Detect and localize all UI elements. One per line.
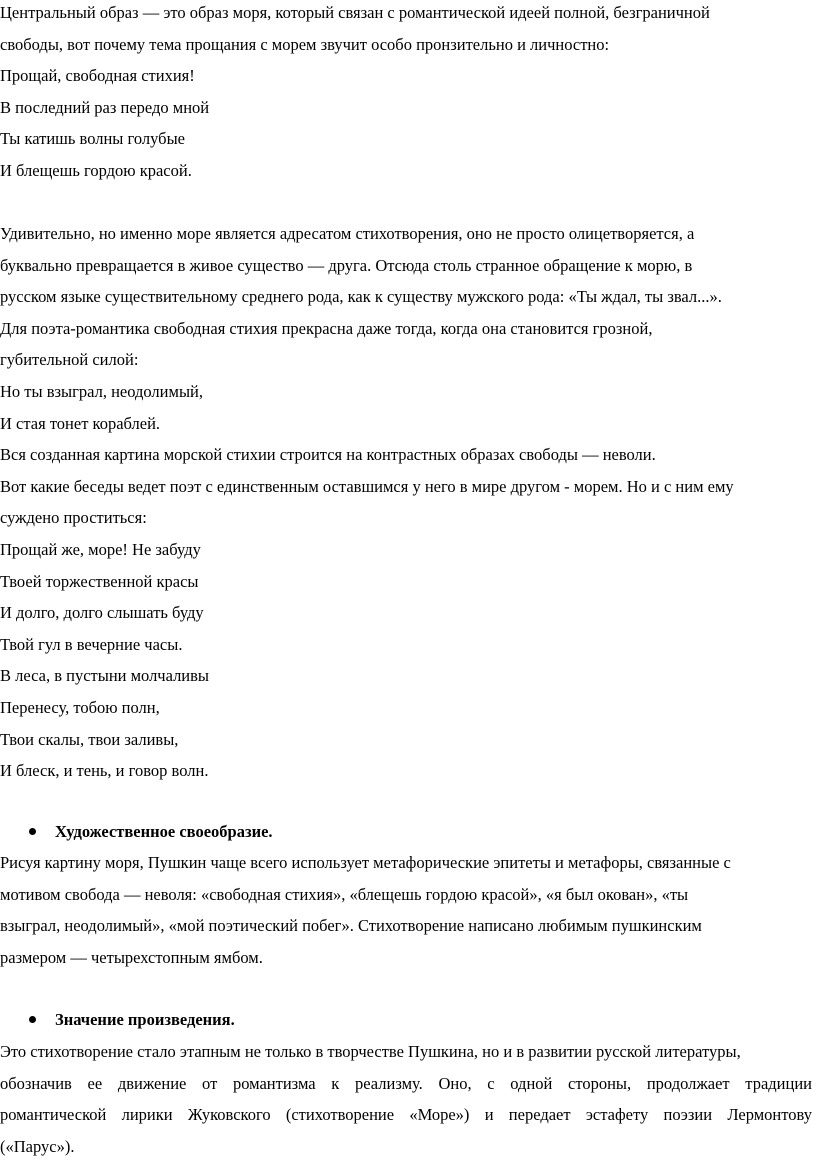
poem-line: И блещешь гордою красой. — [0, 160, 192, 180]
poem-line: Перенесу, тобою полн, — [0, 697, 160, 717]
text-line: Центральный образ — это образ моря, который связан с романтической идеей полной, безграничной — [0, 3, 710, 22]
text-line: Для поэта-романтика свободная стихия прекрасна даже тогда, когда она становится грозной, — [0, 318, 653, 338]
text-line: («Парус»). — [0, 1136, 75, 1156]
section-heading-significance — [0, 1004, 812, 1036]
poem-line: В последний раз передо мной — [0, 97, 210, 117]
poem-stanza-3 — [0, 534, 812, 787]
section-heading-artistic — [0, 816, 812, 848]
text-line: русском языке существительному среднего рода, как к существу мужского рода: «Ты ждал, ты звал...». — [0, 287, 722, 307]
text-line: мотивом свобода — неволя: «свободная стихия», «блещешь гордою красой», «я был окован», «ты — [0, 884, 689, 904]
section-2-paragraph — [0, 1036, 812, 1162]
text-line: обозначив ее движение от романтизма к реализму. Оно, с одной стороны, продолжает традиции — [0, 1073, 812, 1093]
heading-text: Значение произведения. — [55, 1010, 235, 1029]
poem-stanza-2 — [0, 376, 812, 439]
paragraph-2 — [0, 218, 812, 376]
poem-line: Ты катишь волны голубые — [0, 129, 185, 149]
poem-line: Твой гул в вечерние часы. — [0, 634, 183, 654]
text-line: Вся созданная картина морской стихии строится на контрастных образах свободы — неволи. — [0, 445, 656, 464]
poem-line: Твои скалы, твои заливы, — [0, 729, 179, 749]
text-line: Это стихотворение стало этапным не только в творчестве Пушкина, но и в развитии русской литературы, — [0, 1042, 741, 1061]
poem-line: И стая тонет кораблей. — [0, 413, 161, 433]
intro-paragraph — [0, 0, 812, 60]
poem-line: Твоей торжественной красы — [0, 571, 199, 591]
text-line: буквально превращается в живое существо — друга. Отсюда столь странное обращение к морю, в — [0, 255, 693, 275]
text-line: взыграл, неодолимый», «мой поэтический побег». Стихотворение написано любимым пушкинским — [0, 916, 702, 936]
text-line: свободы, вот почему тема прощания с морем звучит особо пронзительно и личностно: — [0, 34, 610, 54]
text-line: романтической лирики Жуковского (стихотворение «Море») и передает эстафету поэзии Лермонтову — [0, 1105, 812, 1125]
poem-line: Прощай, свободная стихия! — [0, 66, 195, 85]
section-1-paragraph — [0, 847, 812, 973]
text-line: суждено проститься: — [0, 508, 147, 528]
paragraph-3 — [0, 439, 812, 534]
text-line: Удивительно, но именно море является адресатом стихотворения, оно не просто олицетворяется, а — [0, 224, 695, 243]
bullet-icon — [29, 1016, 36, 1023]
poem-line: И блеск, и тень, и говор волн. — [0, 761, 209, 781]
text-line: размером — четырехстопным ямбом. — [0, 947, 263, 967]
text-line: губительной силой: — [0, 350, 139, 370]
poem-line: Прощай же, море! Не забуду — [0, 540, 201, 559]
poem-line: И долго, долго слышать буду — [0, 603, 204, 623]
bullet-icon — [29, 828, 36, 835]
poem-line: В леса, в пустыни молчаливы — [0, 666, 210, 686]
text-line: Вот какие беседы ведет поэт с единственным оставшимся у него в мире другом - морем. Но и с ним ему — [0, 476, 734, 496]
text-line: Рисуя картину моря, Пушкин чаще всего использует метафорические эпитеты и метафоры, связанные с — [0, 853, 731, 872]
poem-line: Но ты взыграл, неодолимый, — [0, 382, 203, 401]
poem-stanza-1 — [0, 60, 812, 186]
heading-text: Художественное своеобразие. — [55, 822, 273, 841]
